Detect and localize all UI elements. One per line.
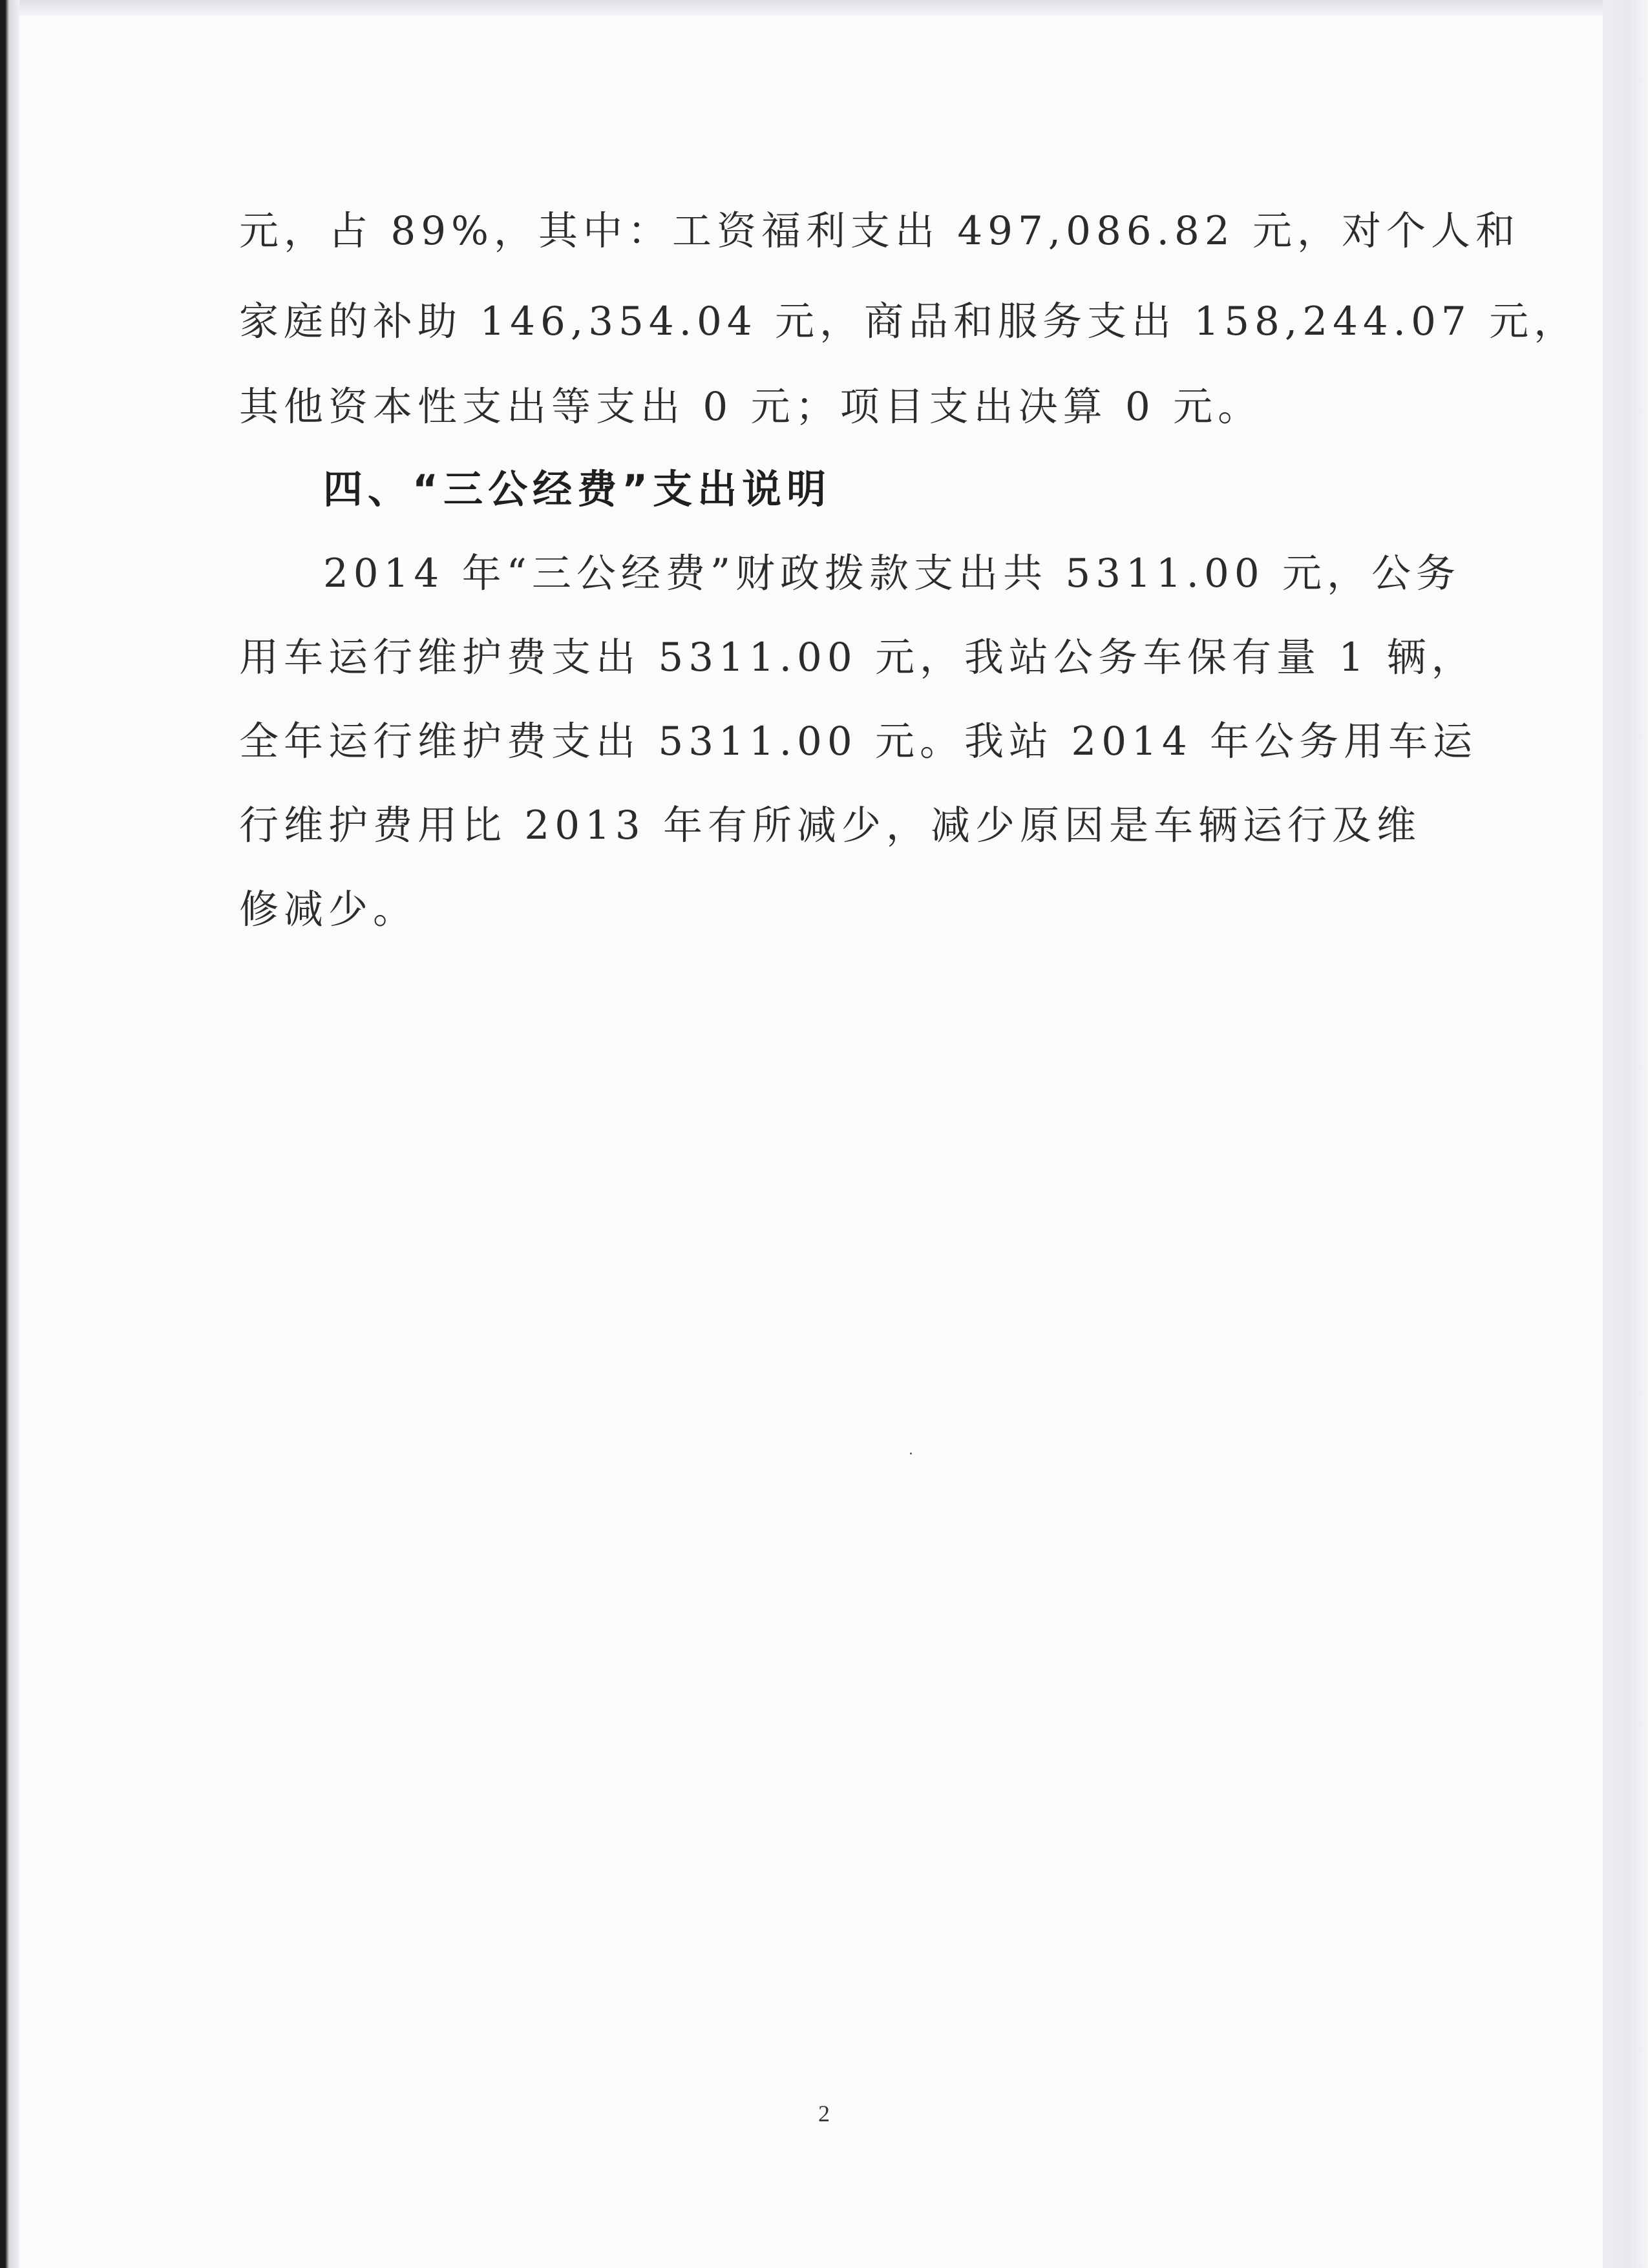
paragraph-2-line-1: 2014 年“三公经费”财政拨款支出共 5311.00 元，公务 xyxy=(323,551,1461,596)
section-heading: 四、“三公经费”支出说明 xyxy=(323,467,832,512)
scan-border-left xyxy=(0,0,19,2268)
paper-sheet xyxy=(19,16,1603,2268)
paragraph-1-line-1: 元，占 89%，其中：工资福利支出 497,086.82 元，对个人和 xyxy=(239,208,1521,254)
paragraph-2-line-5: 修减少。 xyxy=(239,887,418,932)
scan-speck xyxy=(910,1453,912,1454)
page-number: 2 xyxy=(818,2101,830,2126)
paragraph-2-line-3: 全年运行维护费支出 5311.00 元。我站 2014 年公务用车运 xyxy=(239,719,1478,764)
scan-shadow-top xyxy=(0,0,1648,16)
paragraph-2-line-2: 用车运行维护费支出 5311.00 元，我站公务车保有量 1 辆， xyxy=(239,635,1476,680)
paragraph-2-line-4: 行维护费用比 2013 年有所减少，减少原因是车辆运行及维 xyxy=(239,803,1422,848)
paragraph-1-line-2: 家庭的补助 146,354.04 元，商品和服务支出 158,244.07 元， xyxy=(239,299,1579,344)
paragraph-1-line-3: 其他资本性支出等支出 0 元；项目支出决算 0 元。 xyxy=(239,384,1263,430)
scan-shadow-right xyxy=(1603,0,1648,2268)
